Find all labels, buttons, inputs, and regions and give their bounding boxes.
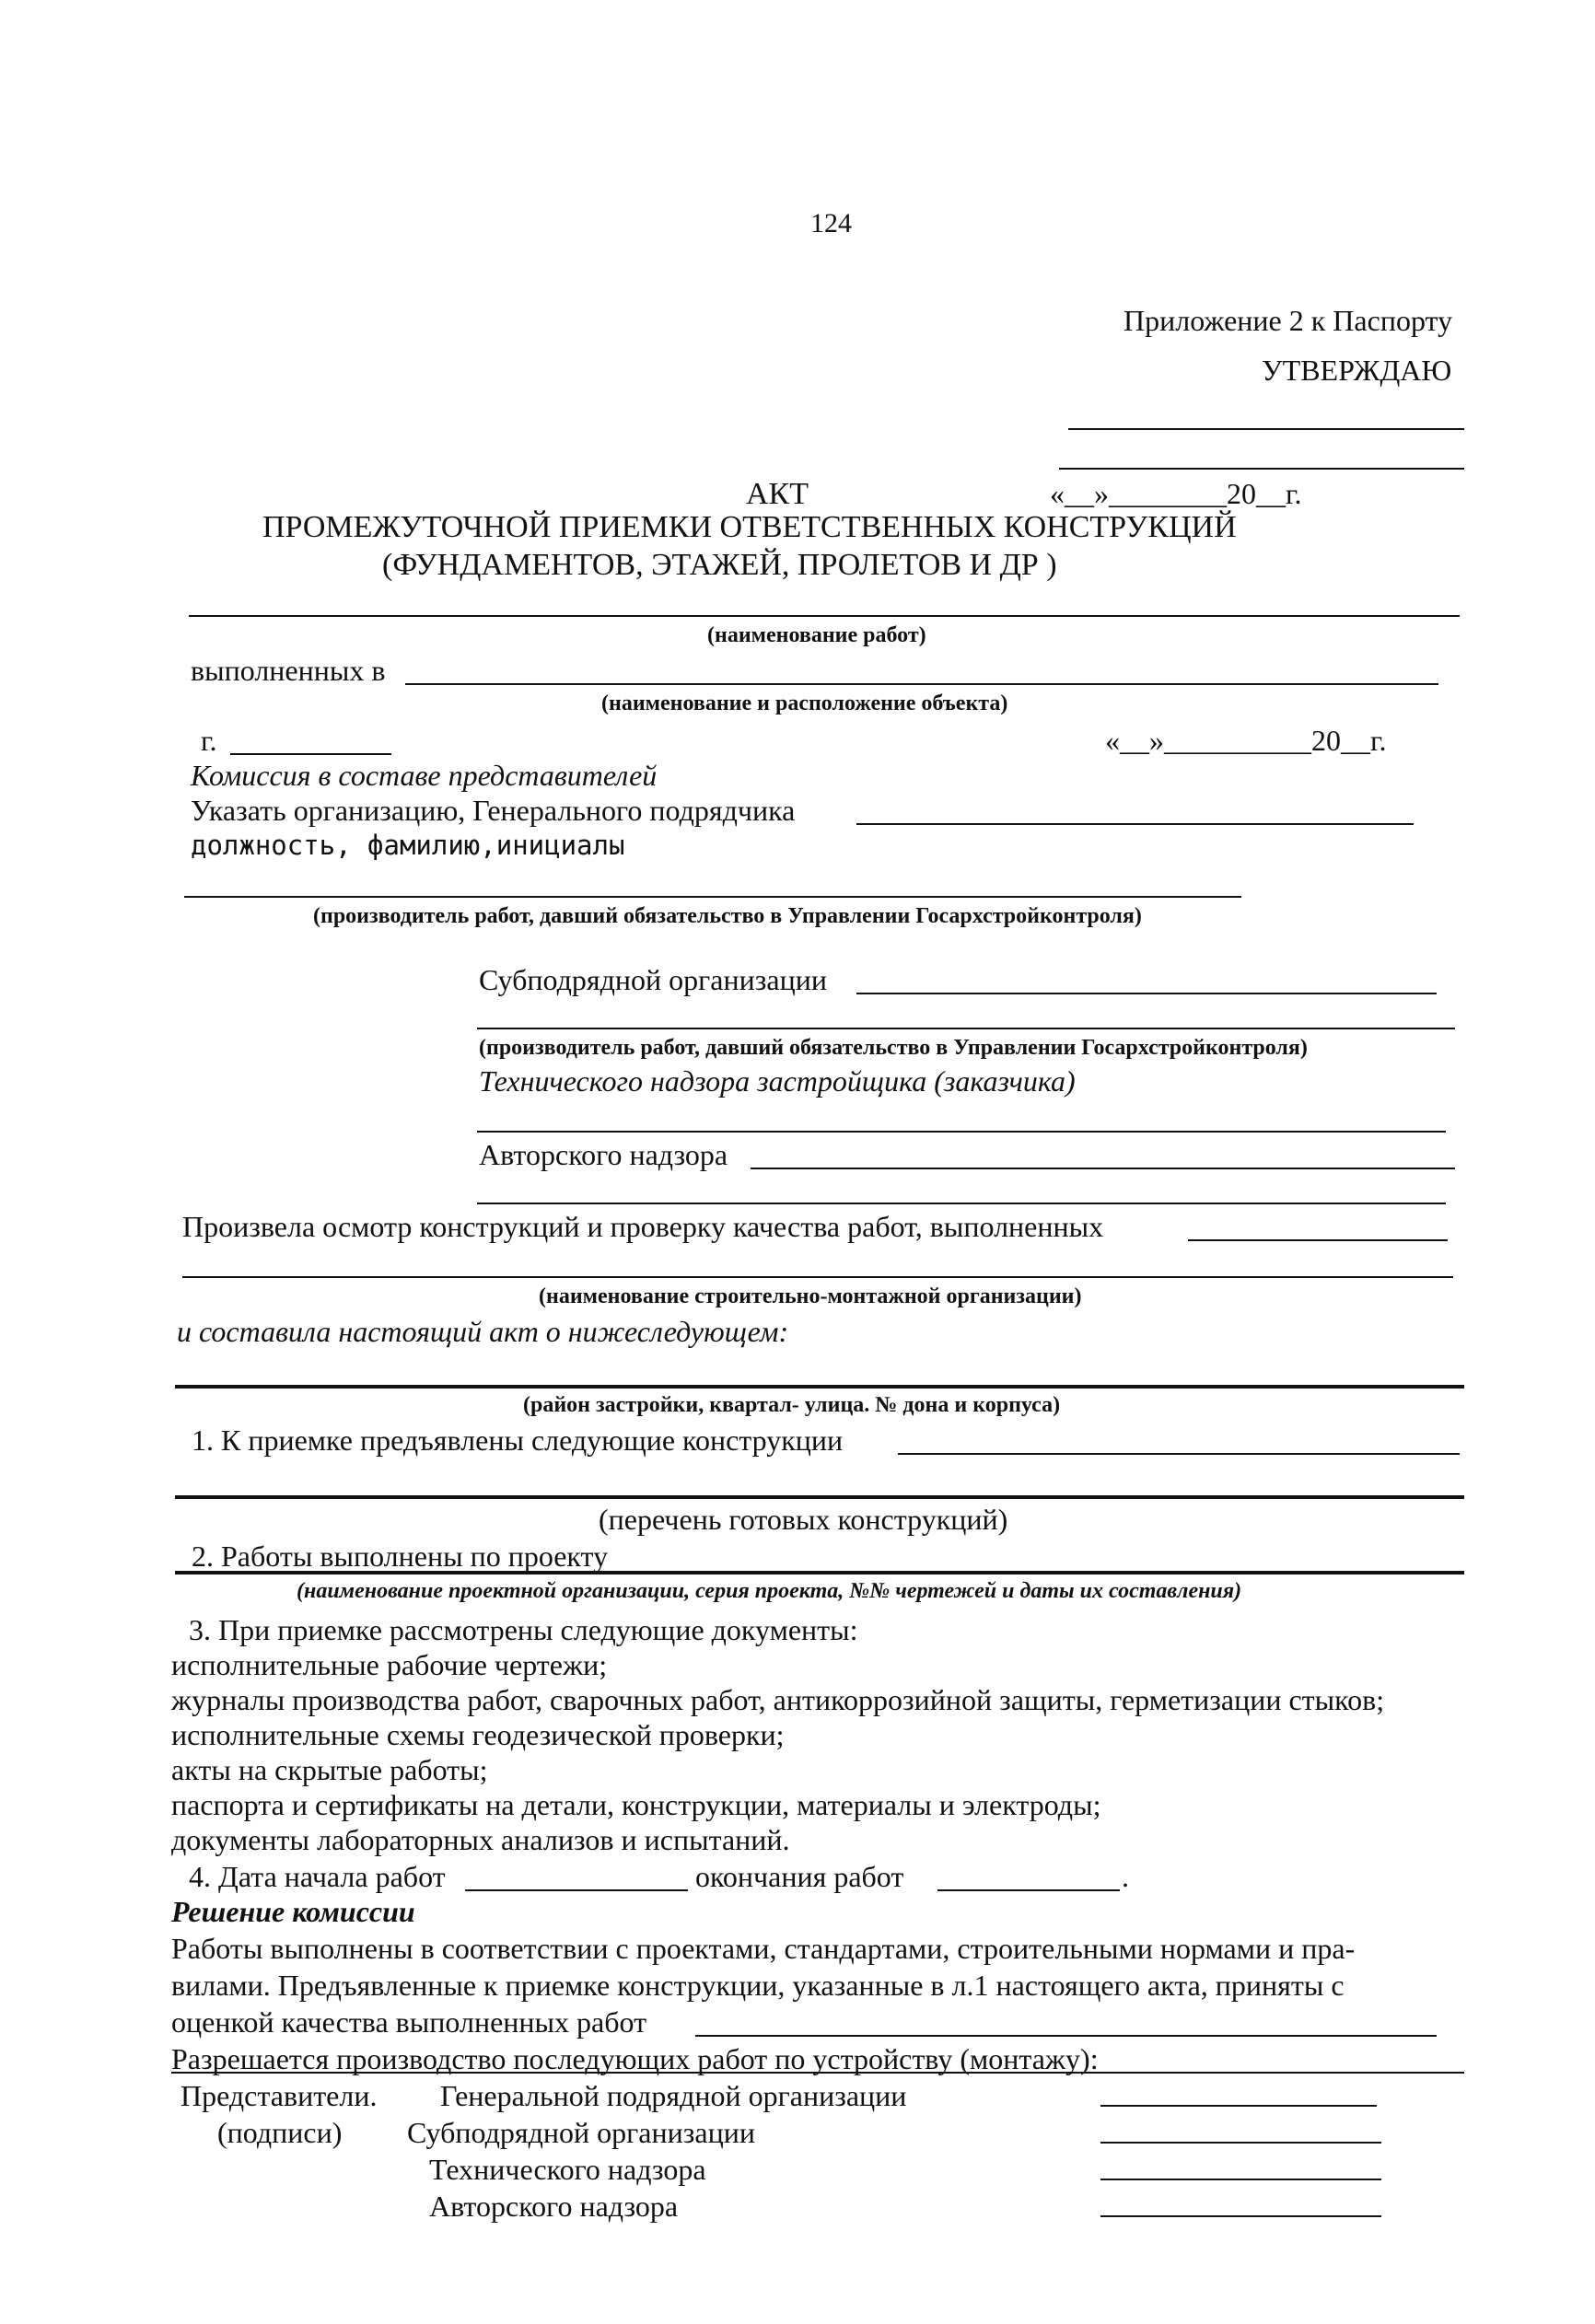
commission-heading: Комиссия в составе представителей <box>191 759 658 792</box>
decision-line-3: оценкой качества выполненных работ <box>171 2005 647 2039</box>
constructions-line <box>175 1495 1464 1499</box>
quality-line <box>695 2035 1437 2037</box>
doc-item: исполнительные рабочие чертежи; <box>171 1648 608 1681</box>
city-line <box>230 753 391 755</box>
caption-object: (наименование и расположение объекта) <box>601 691 1008 715</box>
decision-line-4: Разрешается производство последующих работ по устройству (монтажу): <box>171 2042 1099 2075</box>
signature-line <box>1100 2179 1381 2180</box>
inspection-line-2 <box>182 1276 1453 1278</box>
caption-location: (район застройки, квартал- улица. № дона и корпуса) <box>523 1393 1061 1417</box>
general-contractor-label: Указать организацию, Генерального подрядчика <box>191 794 796 827</box>
doc-item: документы лабораторных анализов и испытаний. <box>171 1823 790 1856</box>
appendix-label: Приложение 2 к Паспорту <box>1123 304 1453 337</box>
item-3: 3. При приемке рассмотрены следующие документы: <box>189 1613 858 1646</box>
signature-role: Генеральной подрядной организации <box>440 2079 907 2112</box>
doc-item: акты на скрытые работы; <box>171 1753 488 1786</box>
decision-line-1: Работы выполнены в соответствии с проектами, стандартами, строительными нормами и пра- <box>171 1932 1356 1965</box>
item-4-start: 4. Дата начала работ <box>189 1860 446 1893</box>
tech-supervision-line <box>477 1131 1446 1133</box>
signature-role: Технического надзора <box>429 2153 706 2186</box>
start-date-line <box>465 1889 688 1891</box>
project-line <box>175 1571 1464 1575</box>
item-1: 1. К приемке предъявлены следующие конструкции <box>192 1423 844 1457</box>
doc-item: журналы производства работ, сварочных работ, антикоррозийной защиты, герметизации стыков; <box>171 1683 1385 1716</box>
author-supervision-label: Авторского надзора <box>479 1138 728 1171</box>
act-subtitle-paren: (ФУНДАМЕНТОВ, ЭТАЖЕЙ, ПРОЛЕТОВ И ДР ) <box>382 548 1057 582</box>
general-contractor-line <box>856 823 1414 825</box>
doc-item: исполнительные схемы геодезической проверки; <box>171 1718 785 1751</box>
performed-in-label: выполненных в <box>191 654 386 687</box>
signature-line <box>1100 2105 1377 2107</box>
producer-line-2 <box>477 1028 1455 1029</box>
tech-supervision-label: Технического надзора застройщика (заказчика) <box>479 1064 1076 1098</box>
fields-hint: должность, фамилию,инициалы <box>191 830 625 861</box>
signature-line <box>1100 2215 1381 2217</box>
item-4-dot: . <box>1122 1860 1129 1893</box>
composed-text: и составила настоящий акт о нижеследующем: <box>177 1315 789 1348</box>
doc-item: паспорта и сертификаты на детали, конструкции, материалы и электроды; <box>171 1788 1101 1821</box>
approve-label: УТВЕРЖДАЮ <box>1262 354 1452 387</box>
approver-line-1 <box>1068 428 1464 430</box>
signature-role: Авторского надзора <box>429 2190 679 2223</box>
act-subtitle: ПРОМЕЖУТОЧНОЙ ПРИЕМКИ ОТВЕТСТВЕННЫХ КОНСТРУКЦИЙ <box>262 510 1237 544</box>
item-2: 2. Работы выполнены по проекту <box>192 1540 609 1573</box>
caption-project: (наименование проектной организации, серия проекта, №№ чертежей и даты их составления) <box>297 1579 1242 1603</box>
city-label: г. <box>201 724 217 757</box>
act-date: «__»__________20__г. <box>1105 724 1387 757</box>
caption-list: (перечень готовых конструкций) <box>599 1503 1008 1536</box>
page-number: 124 <box>810 208 852 238</box>
works-name-line <box>189 615 1460 617</box>
subcontractor-line <box>856 993 1437 994</box>
decision-line-2: вилами. Предъявленные к приемке конструкции, указанные в л.1 настоящего акта, приняты с <box>171 1969 1345 2002</box>
signatures-label: (подписи) <box>217 2116 343 2149</box>
representatives-label: Представители. <box>180 2079 378 2112</box>
author-supervision-line <box>751 1168 1455 1169</box>
subcontractor-label: Субподрядной организации <box>479 963 827 996</box>
caption-org: (наименование строительно-монтажной организации) <box>539 1284 1082 1308</box>
caption-producer-1: (производитель работ, давший обязательство в Управлении Госархстройконтроля) <box>313 904 1142 928</box>
producer-line-1 <box>184 896 1241 898</box>
decision-heading: Решение комиссии <box>171 1895 415 1928</box>
act-title: АКТ <box>746 477 809 511</box>
author-supervision-line-2 <box>477 1203 1446 1204</box>
item-4-end: окончания работ <box>695 1860 904 1893</box>
caption-works: (наименование работ) <box>707 623 926 647</box>
signature-role: Субподрядной организации <box>407 2116 755 2149</box>
end-date-line <box>937 1889 1120 1891</box>
approver-line-2 <box>1059 468 1464 470</box>
item-1-line <box>898 1453 1460 1455</box>
object-line <box>405 683 1438 685</box>
decision-underline <box>171 2072 1464 2074</box>
location-line <box>175 1385 1464 1389</box>
approve-date: «__»________20__г. <box>1050 477 1302 510</box>
inspection-text: Произвела осмотр конструкций и проверку качества работ, выполненных <box>182 1210 1104 1243</box>
signature-line <box>1100 2142 1381 2144</box>
inspection-line-1 <box>1188 1239 1448 1241</box>
caption-producer-2: (производитель работ, давший обязательство в Управлении Госархстройконтроля) <box>479 1036 1308 1060</box>
